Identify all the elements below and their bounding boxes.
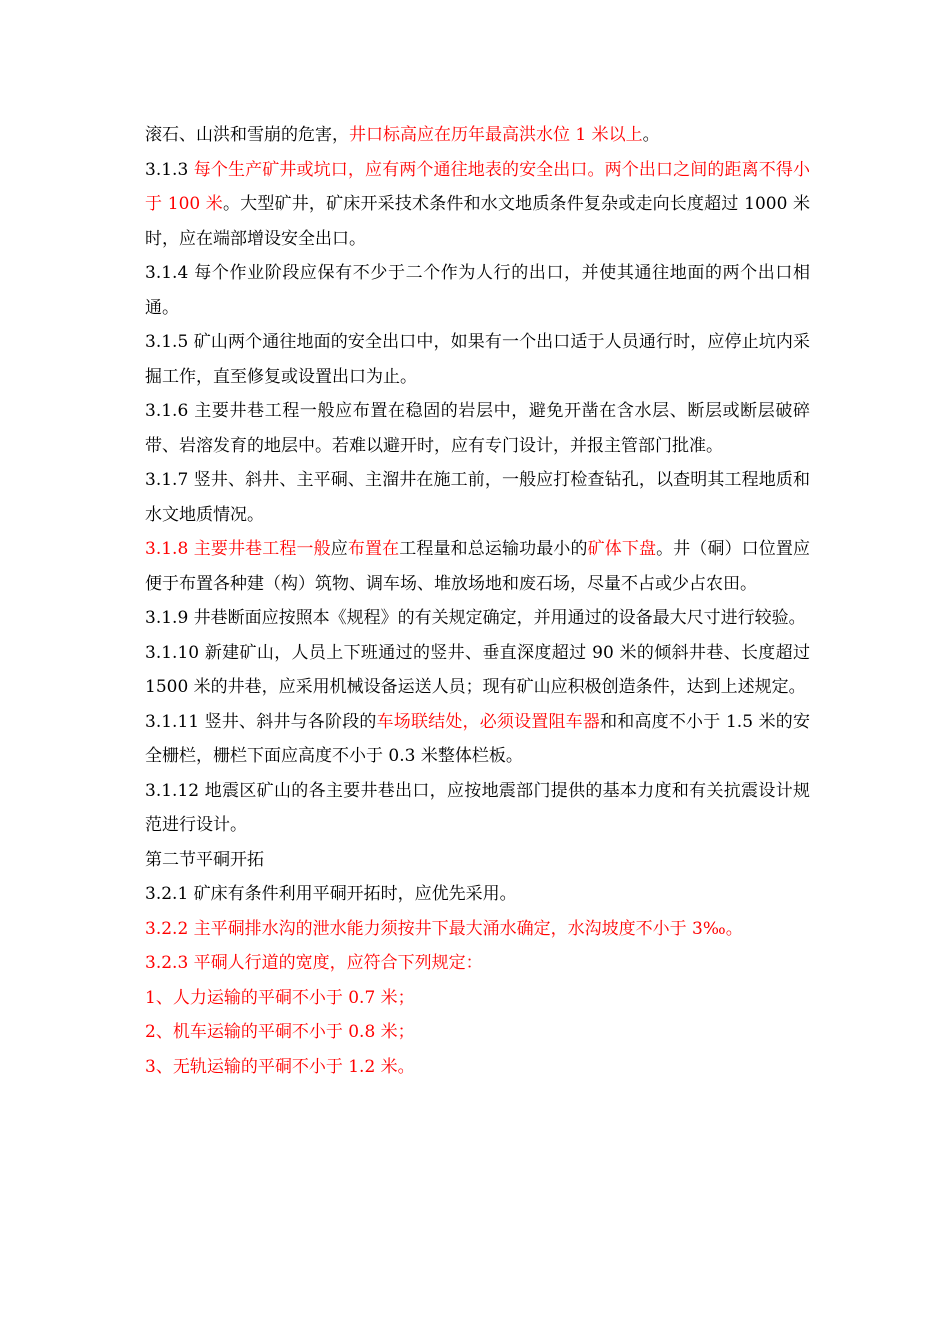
document-body <box>145 118 810 1084</box>
body-text: 应 <box>330 539 348 559</box>
body-text: 3.1.4 每个作业阶段应保有不少于二个作为人行的出口，并使其通往地面的两个出口相通。 <box>145 263 810 318</box>
body-text: 工程量和总运输功最小的 <box>399 539 588 559</box>
highlighted-text: 矿体下盘 <box>587 539 657 559</box>
body-text: 。井（硐）口位置应便于布置各种建（构）筑物、调车场、堆放场地和废石场，尽量不占或少占农田。 <box>145 539 811 594</box>
highlighted-text: 3、无轨运输的平硐不小于 1.2 米。 <box>145 1056 415 1077</box>
paragraph <box>145 981 810 1016</box>
body-text: 3.1.6 主要井巷工程一般应布置在稳固的岩层中，避免开凿在含水层、断层或断层破碎带、岩溶发育的地层中。若难以避开时，应有专门设计，并报主管部门批准。 <box>145 401 810 456</box>
highlighted-text: 车场联结处，必须设置阻车器 <box>376 711 601 732</box>
body-text: 3.1.11 竖井、斜井与各阶段的 <box>145 711 377 732</box>
body-text: 和和高度不小于 1.5 米的安全栅栏，栅栏下面应高度不小于 0.3 米整体栏板。 <box>145 711 811 766</box>
paragraph <box>145 325 810 394</box>
paragraph <box>145 946 810 981</box>
paragraph <box>145 118 810 153</box>
body-text: 3.1.10 新建矿山，人员上下班通过的竖井、垂直深度超过 90 米的倾斜井巷、长度超过 1500 米的井巷，应采用机械设备运送人员；现有矿山应积极创造条件，达到上述规定。 <box>145 642 810 697</box>
body-text: 。 <box>642 125 660 145</box>
paragraph <box>145 463 810 532</box>
body-text: 3.1.3 <box>145 159 194 180</box>
highlighted-text: 主要井巷工程一般 <box>193 539 331 559</box>
paragraph <box>145 705 810 774</box>
paragraph <box>145 774 810 843</box>
paragraph <box>145 256 810 325</box>
body-text: 3.1.7 竖井、斜井、主平硐、主溜井在施工前，一般应打检查钻孔，以查明其工程地质和水文地质情况。 <box>145 470 810 525</box>
highlighted-text: 3.2.2 主平硐排水沟的泄水能力须按井下最大涌水确定，水沟坡度不小于 3‰。 <box>145 918 743 939</box>
body-text: 第二节平硐开拓 <box>145 849 264 870</box>
paragraph <box>145 601 810 636</box>
paragraph <box>145 636 810 705</box>
paragraph <box>145 1015 810 1050</box>
paragraph <box>145 912 810 947</box>
highlighted-text: 2、机车运输的平硐不小于 0.8 米； <box>145 1022 415 1042</box>
highlighted-text: 井口标高应在历年最高洪水位 1 米以上 <box>349 125 643 145</box>
body-text: 3.1.12 地震区矿山的各主要井巷出口，应按地震部门提供的基本力度和有关抗震设计规范进行设计。 <box>145 780 810 835</box>
paragraph <box>145 877 810 912</box>
body-text: 。大型矿井，矿床开采技术条件和水文地质条件复杂或走向长度超过 1000 米时，应在端部增设安全出口。 <box>145 194 810 249</box>
body-text: 3.2.1 矿床有条件利用平硐开拓时，应优先采用。 <box>145 884 517 904</box>
body-text: 滚石、山洪和雪崩的危害， <box>145 125 349 145</box>
paragraph <box>145 153 810 257</box>
paragraph <box>145 532 810 601</box>
paragraph <box>145 394 810 463</box>
paragraph <box>145 1050 810 1085</box>
highlighted-text: 1、人力运输的平硐不小于 0.7 米； <box>145 987 415 1008</box>
highlighted-text: 布置在 <box>347 539 400 559</box>
paragraph <box>145 843 810 878</box>
body-text: 3.1.5 矿山两个通往地面的安全出口中，如果有一个出口适于人员通行时，应停止坑内采掘工作，直至修复或设置出口为止。 <box>145 332 810 387</box>
highlighted-text: 每个生产矿井或坑口，应有两个通往地表的安全出口。两个出口之间的距离不得小于 100 米 <box>145 159 810 214</box>
body-text: 3.1.9 井巷断面应按照本《规程》的有关规定确定，并用通过的设备最大尺寸进行较验。 <box>145 608 806 628</box>
highlighted-text: 3.2.3 平硐人行道的宽度，应符合下列规定： <box>145 953 483 973</box>
highlighted-text: 3.1.8 <box>145 539 194 559</box>
